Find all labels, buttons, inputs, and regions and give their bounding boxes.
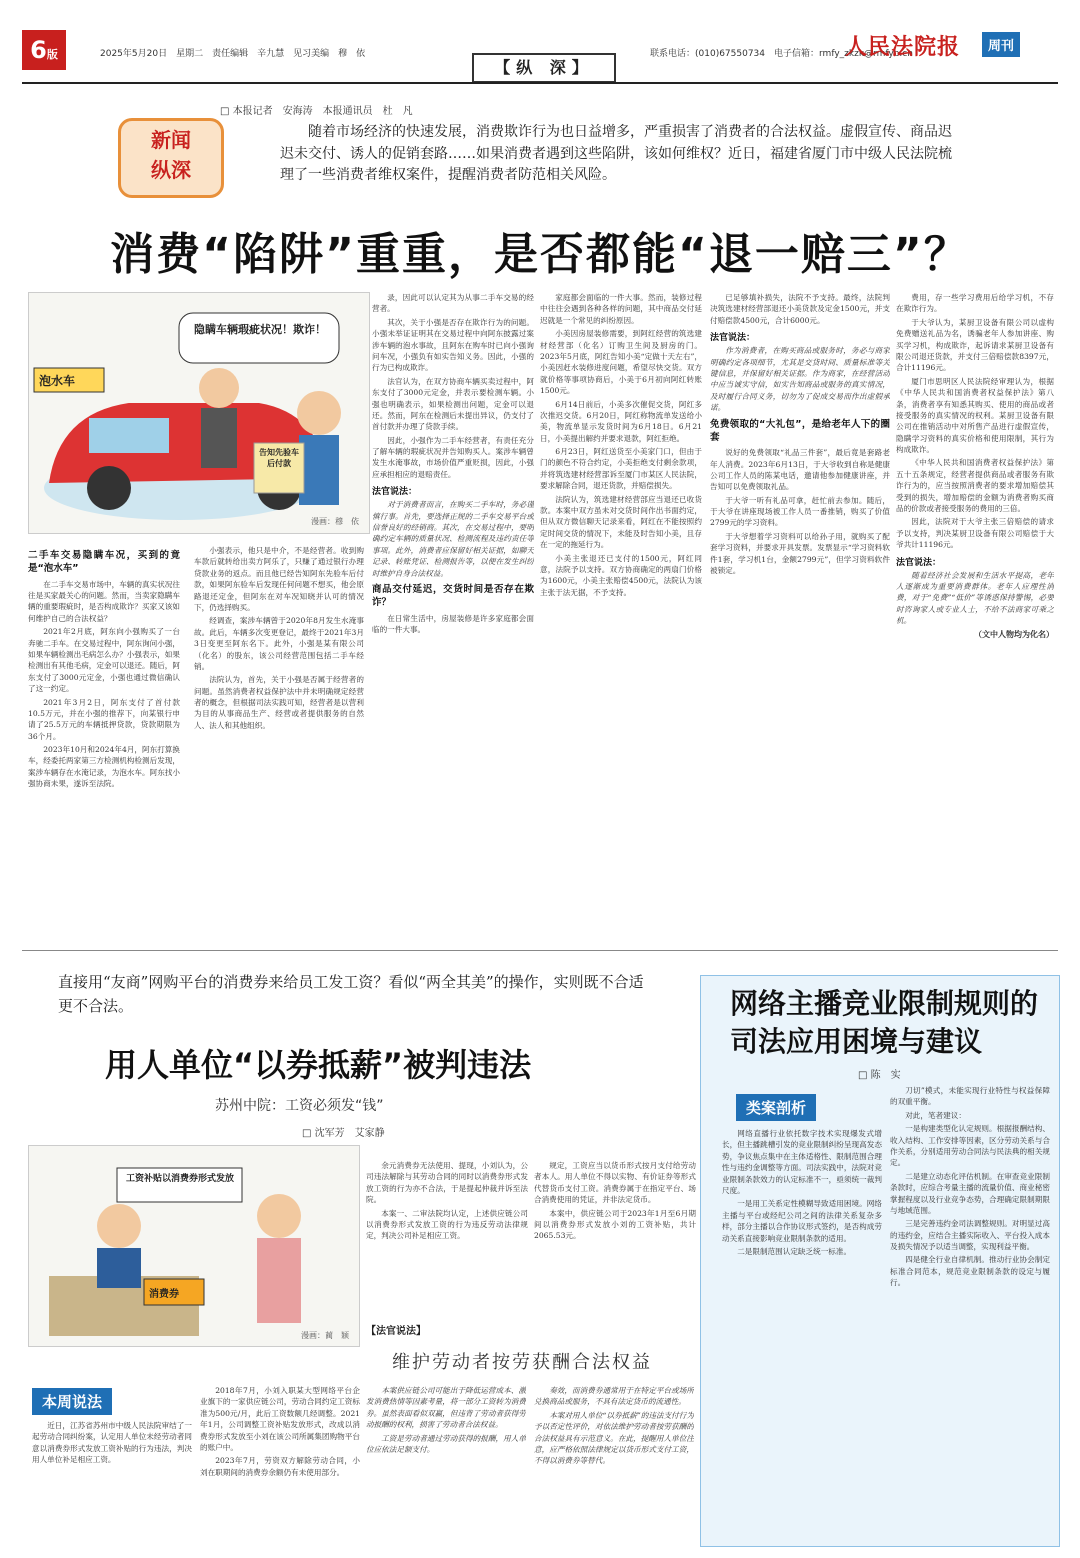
story1-law-label-1: 法官说法： xyxy=(372,487,418,498)
case-analysis-tag xyxy=(736,1094,816,1121)
story1-column-4: 家庭都会面临的一件大事。然而，装修过程中往往会遇到各种各样的问题，其中商品交付延迟就是一个常见的纠纷原因。 小美因房屋装修需要，到阿红经营的筑选建材经营部（化名）订购卫生间及厨房的门。2023年5月底，阿红告知小美“定做十天左右”，小美因赶水装修进度问题，希望尽快交货。双方就价格等事项协商后，小美于6月初向阿红转账1500元。 6月14日前后，小美多次催促交货，阿红多次推迟交货。6月20日，阿红称物流单发送给小美，物流单显示发货时间为6月18日。6月21日，小美提出解约并要求退款，阿红拒绝。 6月23日，阿红送货至小美家门口，但由于门的颜色不符合约定，小美拒绝支付剩余款项，并将筑选建材经营部诉至厦门市某区人民法院，要求解除合同，退还货款，并赔偿损失。 法院认为，筑选建材经营部应当退还已收货款。本案中双方虽未对交货时间作出书面约定，但从双方微信聊天记录来看，阿红在不能按照约定时间交货的情况下，未能及时告知小美，且存在一定的拖延行为。 小美主张退还已支付的1500元，阿红同意，法院予以支持。双方协商确定的两扇门价格为1600元，小美主张赔偿4500元，法院认为该主张于法无据，不予支持。 xyxy=(540,293,702,597)
illus-bubble-text: 隐瞒车辆瑕疵状况！欺诈！ xyxy=(194,323,326,336)
contact-line: 联系电话：(010)67550734 电子信箱：rmfy_zkzk@rmfyb.cn xyxy=(650,49,913,59)
story3-byline: □ 陈 实 xyxy=(858,1070,901,1081)
story1-lead: 随着市场经济的快速发展，消费欺诈行为也日益增多，严重损害了消费者的合法权益。虚假宣传、商品迟迟未交付、诱人的促销套路……如果消费者遇到这些陷阱，该如何维权？近日，福建省厦门市中级人民法院梳理了一些消费者维权案件，提醒消费者防范相关风险。 xyxy=(280,124,952,184)
story2-mid-title: 维护劳动者按劳获酬合法权益 xyxy=(392,1352,652,1373)
story-divider xyxy=(22,950,1058,951)
story1-column-3: 录，因此可以认定其为从事二手车交易的经营者。 其次，关于小强是否存在欺诈行为的问题。小强未举证证明其在交易过程中向阿东披露过案涉车辆的泡水事故，且阿东在购车时已向小强询问车况，小强负有如实告知义务。因此，小强的行为已构成欺诈。 法官认为，在双方协商车辆买卖过程中，阿东支付了3000元定金，并表示要检测车辆。小强也明确表示，如果检测出问题，定金可以退还。然而，阿东在检测后未提出异议，仍支付了首付款并办理了贷款手续。 因此，小强作为二手车经营者，有责任充分了解车辆的瑕疵状况并告知购买人。案涉车辆曾发生水淹事故，市场价值严重贬损，因此，小强应承担相应的退赔责任。 法官说法： 对于消费者而言，在购买二手车时，务必谨慎行事。首先，要选择正规的二手车交易平台或信誉良好的经销商。其次，在交易过程中，要明确约定车辆的质量状况、检测流程及违约责任等事项。此外，消费者应保留好相关证据，如聊天记录、转账凭证、检测报告等，以便在发生纠纷时维护自身合法权益。 商品交付延迟，交货时间是否存在欺诈？ 在日常生活中，房屋装修是许多家庭都会面临的一件大事。 xyxy=(372,293,534,634)
news-stamp: 新闻 纵深 xyxy=(118,118,224,198)
story2-column-3: 余元消费券无法使用、提现，小刘认为，公司违法解除与其劳动合同的同时以消费券形式发放工资的行为亦不合法，于是提起仲裁并诉至法院。 本案一、二审法院均认定，上述供应链公司以消费券形式发放工资的行为违反劳动法律规定，判决公司补足相应工资。 xyxy=(366,1161,528,1241)
story1-footer-note: （文中人物均为化名） xyxy=(974,629,1054,639)
illus-credit: 漫画：穆 依 xyxy=(311,517,359,526)
story2-deck: 苏州中院：工资必须发“钱” xyxy=(215,1098,384,1114)
story3-column-1: 网络直播行业依托数字技术实现爆发式增长，但主播跳槽引发的竞业限制纠纷呈现高发态势，争议焦点集中在主体适格性、限制范围合理性与违约金调整等方面。司法实践中，法院对竞业限制条款效力的认定标准不一，亟须统一裁判尺度。 一是用工关系定性模糊导致适用困境。网络主播与平台或经纪公司之间的法律关系复杂多样，部分主播以合作协议形式签约，是否构成劳动关系直接影响竞业限制条款的适用。 二是限制范围认定缺乏统一标准。 xyxy=(722,1129,882,1256)
story2-column-1: 近日，江苏省苏州市中级人民法院审结了一起劳动合同纠纷案，认定用人单位未经劳动者同意以消费券形式发放工资补贴的行为违法，判决用人单位补足相应工资。 xyxy=(32,1421,192,1465)
illus-ticket-text: 消费券 xyxy=(149,1289,179,1300)
weekly-column-label: 本周说法 xyxy=(32,1388,112,1415)
story1-headline: 消费“陷阱”重重，是否都能“退一赔三”？ xyxy=(110,229,970,280)
story1-law-label-3: 法官说法： xyxy=(896,557,942,568)
illus-credit: 漫画：蔺 颖 xyxy=(301,1331,349,1340)
story1-column-2: 小强表示，他只是中介，不是经营者。收到购车款后就转给出卖方阿乐了，只赚了通过银行办理贷款业务的返点。而且他已经告知阿东先验车后付款，如果阿东验车后发现任何问题不想买，他会原路退还定金，但阿东在对车况知晓并认可的情况下，仍选择购买。 经调查，案涉车辆曾于2020年8月发生水淹事故。此后，车辆多次变更登记，最终于2021年3月3日变更至阿东名下。此外，小强是某有限公司（化名）的股东，该公司经营范围包括二手车经销。 法院认为，首先，关于小强是否属于经营者的问题。虽然消费者权益保护法中并未明确规定经营者的概念，但根据司法实践可知，经营者是以营利为目的从事商品生产、经营或者提供服务的自然人、法人和其他组织。 xyxy=(194,546,364,730)
story1-byline: □ 本报记者 安海涛 本报通讯员 杜 凡 xyxy=(220,106,413,117)
brand-tag: 周刊 xyxy=(982,32,1020,57)
story3-title: 网络主播竞业限制规则的司法应用困境与建议 xyxy=(730,987,1039,1058)
story2-column-5: 本案供应链公司可能出于降低运营成本、激发消费热情等因素考量，将一部分工资转为消费券。虽然表面看似双赢，但违背了劳动者获得劳动报酬的权利，损害了劳动者合法权益。 工资是劳动者通过劳动获得的报酬，用人单位应依法足额支付。 xyxy=(366,1386,526,1454)
story1-column-5: 已足够填补损失，法院不予支持。最终，法院判决筑选建材经营部退还小美货款及定金1500元，并支付赔偿款4500元，合计6000元。 法官说法： 作为消费者，在购买商品或服务时，务必与商家明确约定各项细节，尤其是交货时间、质量标准等关键信息，并保留好相关证据。作为商家，在经营活动中应当诚实守信，如实告知商品或服务的真实情况，及时履行合同义务，切勿为了促成交易而作出虚假承诺。 免费领取的“大礼包”，是给老年人下的圈套 说好的免费领取“礼品三件套”，最后竟是套路老年人消费。2023年6月13日，于大爷收到自称是健康公司工作人员的陈某电话，邀请他参加健康讲座，并告知可以免费领取礼品。 于大爷一听有礼品可拿，赶忙前去参加。随后，于大爷在讲座现场被工作人员一番推销，购买了价值2799元的学习资料。 于大爷想着学习资料可以给孙子用，就购买了配套学习资料，并要求开具发票。发票显示“学习资料软件1套，学习机1台，金额2799元”，但学习资料软件被锁定。 xyxy=(710,293,890,576)
weekly-column-tag xyxy=(32,1388,112,1415)
story1-column-1: 二手车交易隐瞒车况，买到的竟是“泡水车” 在二手车交易市场中，车辆的真实状况往往是买家最关心的问题。然而，当卖家隐瞒车辆的重要瑕疵时，是否构成欺诈？买家又该如何维护自己的合法权益？ 2021年2月底，阿东向小强购买了一台奔驰二手车。在交易过程中，阿东询问小强，如果车辆检测出毛病怎么办？小强表示，如果检测出有其他毛病，定金可以退还。随后，阿东支付了3000元定金，小强也通过微信确认了这一约定。 2021年3月2日，阿东支付了首付款10.5万元，并在小强的推荐下，向某银行申请了25.5万元的车辆抵押贷款，贷款期限为36个月。 2023年10月和2024年4月，阿东打算换车，经委托两家第三方检测机构检测后发现，案涉车辆存在水淹记录，为泡水车。阿东找小强协商未果，遂诉至法院。 xyxy=(28,550,180,789)
subhead-2: 商品交付延迟，交货时间是否存在欺诈？ xyxy=(372,583,534,609)
brand-logo: 人民法院报 xyxy=(844,34,960,60)
story2-column-4: 规定，工资应当以货币形式按月支付给劳动者本人。用人单位不得以实物、有价证券等形式代替货币支付工资。消费券属于在指定平台、场合消费使用的凭证，并非法定货币。 本案中，供应链公司于2023年1月至6月期间以消费券形式发放小刘的工资补贴，共计2065.53元。 xyxy=(534,1161,696,1241)
story2-law-label: 【法官说法】 xyxy=(366,1326,426,1337)
illus-sign-text: 告知先验车后付款 xyxy=(259,448,299,468)
story1-law-label-2: 法官说法： xyxy=(710,333,756,344)
subhead-1: 二手车交易隐瞒车况，买到的竟是“泡水车” xyxy=(28,550,180,575)
story2-illustration xyxy=(28,1145,360,1347)
page-number: 6版 xyxy=(22,30,66,70)
illus-car-label: 泡水车 xyxy=(39,374,76,388)
story2-column-6: 奏效，而消费券通常用于在特定平台或场所兑换商品或服务，不具有法定货币的流通性。 本案对用人单位“以券抵薪”的违法支付行为予以否定性评价，对依法维护劳动者按劳获酬的合法权益具有示范意义。在此，提醒用人单位注意，应严格依照法律规定以货币形式支付工资，不得以消费券等替代。 xyxy=(534,1386,694,1466)
section-title: 【纵 深】 xyxy=(472,53,616,83)
story2-column-2: 2018年7月，小刘入职某大型网络平台企业旗下的一家供应链公司，劳动合同约定工资标准为500元/月，此后工资数额几经调整。2021年1月，公司调整工资补贴发放形式，改成以消费券形式发放至小刘在该公司所属集团购物平台的账户中。 2023年7月，劳资双方解除劳动合同，小刘在职期间的消费券余额仍有未使用部分。 xyxy=(200,1386,360,1477)
header-rule xyxy=(22,82,1058,84)
subhead-3: 免费领取的“大礼包”，是给老年人下的圈套 xyxy=(710,418,890,443)
story1-column-6: 费用，存一些学习费用后给学习机，不存在欺诈行为。 于大爷认为，某厨卫设备有限公司以虚构免费赠送礼品为名，诱骗老年人参加讲座、购买学习机，构成欺诈，起诉请求某厨卫设备有限公司退还货款，并支付三倍赔偿款8397元，合计11196元。 厦门市思明区人民法院经审理认为，根据《中华人民共和国消费者权益保护法》第八条，消费者享有知悉其购买、使用的商品或者接受服务的真实情况的权利。某厨卫设备有限公司在推销活动中对所售产品进行虚假宣传，隐瞒学习资料的真实价格和使用限制，其行为构成欺诈。 《中华人民共和国消费者权益保护法》第五十五条规定，经营者提供商品或者服务有欺诈行为的，应当按照消费者的要求增加赔偿其受到的损失，增加赔偿的金额为消费者购买商品的价款或者接受服务的费用的三倍。 因此，法院对于大爷主张三倍赔偿的请求予以支持，判决某厨卫设备有限公司赔偿于大爷共计11196元。 法官说法： 随着经济社会发展和生活水平提高，老年人逐渐成为重要消费群体。老年人应理性消费，对于“免费”“低价”等诱惑保持警惕，必要时咨询家人或专业人士，不给不法商家可乘之机。 （文中人物均为化名） xyxy=(896,293,1054,639)
story3-column-2: 刀切”模式，未能实现行业特性与权益保障的双重平衡。 对此，笔者建议： 一是构建类型化认定规则。根据报酬结构、收入结构、工作安排等因素，区分劳动关系与合作关系，分别适用劳动合同法与民法典的相关规定。 二是建立动态化评估机制。在审查竞业限制条款时，应综合考量主播的流量价值、商业秘密掌握程度以及行业竞争态势，合理确定限制期限与地域范围。 三是完善违约金司法调整规则。对明显过高的违约金，应结合主播实际收入、平台投入成本及损失情况予以适当调整，实现利益平衡。 四是健全行业自律机制。推动行业协会制定标准合同范本，规范竞业限制条款的设定与履行。 xyxy=(890,1086,1050,1288)
illus-sign-text: 工资补贴以消费券形式发放 xyxy=(125,1174,234,1184)
story2-headline: 用人单位“以券抵薪”被判违法 xyxy=(105,1046,532,1084)
story2-byline: □ 沈军芳 艾家静 xyxy=(302,1128,385,1139)
case-analysis-label: 类案剖析 xyxy=(736,1094,816,1121)
story1-illustration xyxy=(28,292,370,534)
story2-quote: 直接用“友商”网购平台的消费券来给员工发工资？看似“两全其美”的操作，实则既不合适更不合法。 xyxy=(58,973,644,1015)
date-line: 2025年5月20日 星期二 责任编辑 辛九慧 见习美编 穆 依 xyxy=(100,49,366,59)
